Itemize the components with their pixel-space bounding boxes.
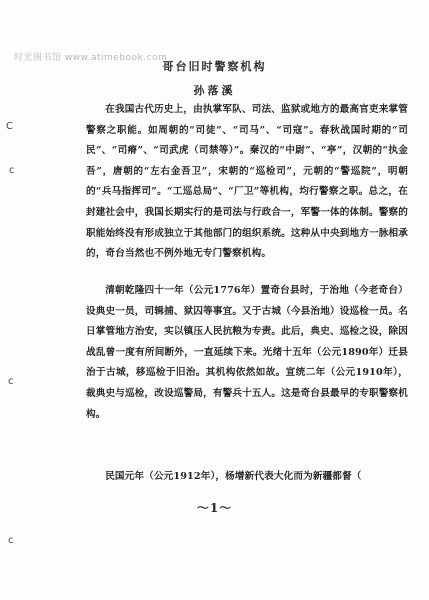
- page-number: ～1～: [196, 501, 233, 515]
- document-title: 哥台旧时警察机构: [162, 60, 267, 73]
- margin-mark: C: [6, 121, 13, 132]
- paragraph-3: 民国元年（公元1912年），杨增新代表大化而为新疆都督（: [105, 471, 362, 482]
- margin-mark: c: [8, 376, 14, 387]
- margin-mark: c: [9, 165, 15, 176]
- paragraph-1: 在我国古代历史上，由执掌军队、司法、监狱或地方的最高官吏来掌管警察之职能。如周朝的“司徒”、“司马”、“司寇”。春秋战国时期的“司民”、“司瘠”、“司武虎（司禁等）”。秦汉的“中尉”、“亭”，汉朝的“执金吾”，唐朝的“左右金吾卫”，宋朝的“巡检司”，元朝的“警巡院”，明朝的“兵马指挥司”。“工巡总局”、“厂卫”等机构，均行警察之职。总之，在封建社会中，我国长期实行的是司法与行政合一，军警一体的体制。警察的职能始终没有形成独立于其他部门的组织系统。这种从中央到地方一脉相承的，奇台当然也不例外地无专门警察机构。: [86, 104, 408, 260]
- margin-mark: c: [8, 535, 14, 546]
- paragraph-2: 清朝乾隆四十一年（公元1776年）置奇台县时，于治地（今老奇台）设典史一员，司辑捕、狱囚等事宜。又于古城（今县治地）设巡检一员。名日掌管地方治安，实以镇压人民抗粮为专责。此后，典史、巡检之设，除因战乱曾一度有所间断外，一直延续下来。光绪十五年（公元1890年）迁县治于古城，移巡检于旧治。其机构依然如故。宣统二年（公元1910年），裁典史与巡检，改设巡警局，有警兵十五人。这是奇台县最早的专职警察机构。: [86, 285, 408, 420]
- watermark: 时光图书馆 www.atimebook.com: [14, 53, 168, 63]
- author-name: 孙落溪: [193, 84, 236, 97]
